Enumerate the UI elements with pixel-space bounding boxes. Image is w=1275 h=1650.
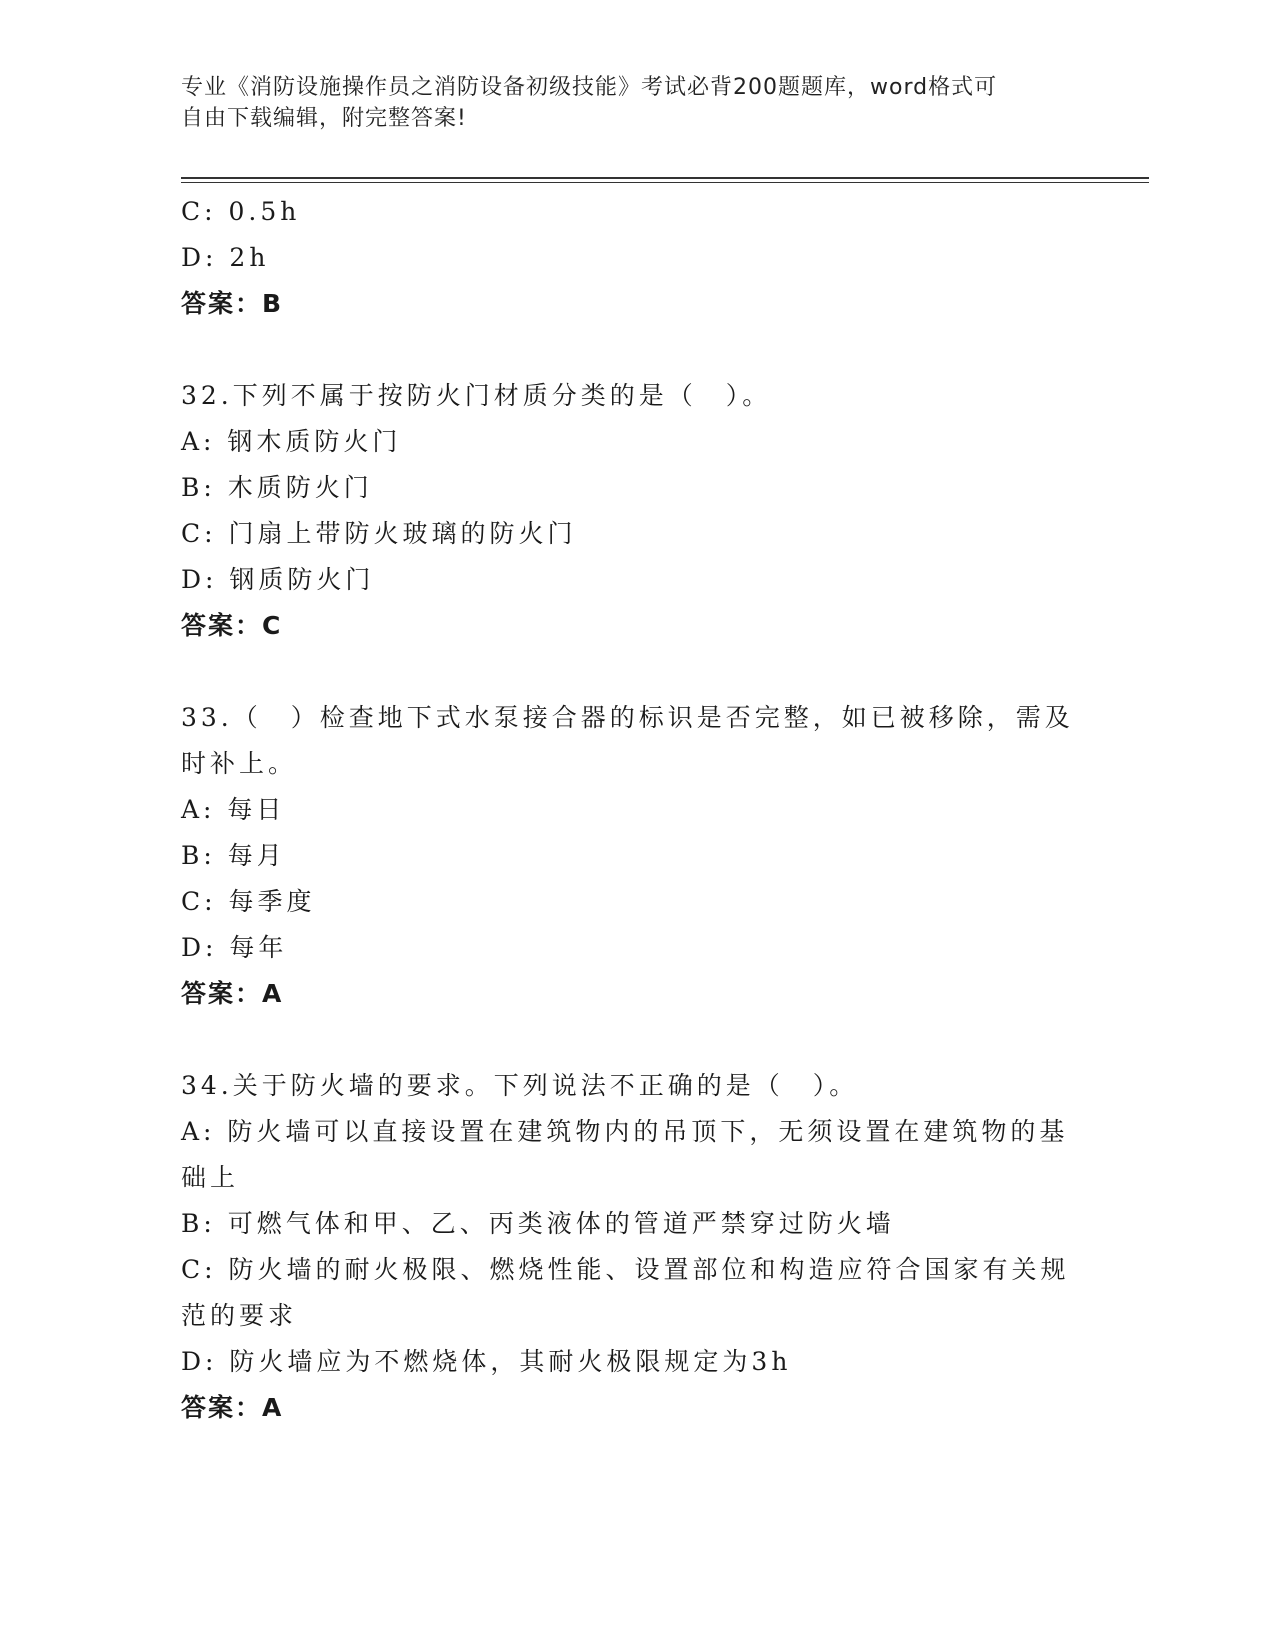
option-d: D: 钢质防火门 [181,565,375,594]
option-c: C: 门扇上带防火玻璃的防火门 [181,519,577,548]
question-stem: 34.关于防火墙的要求。下列说法不正确的是（ ）。 [181,1071,859,1100]
option-c: C: 0.5h [181,197,301,226]
question-stem-continued: 时补上。 [181,749,298,778]
answer-line: 答案：A [181,1393,284,1422]
header-line-2: 自由下载编辑，附完整答案! [181,106,467,131]
option-a: A: 每日 [181,795,286,824]
option-a: A: 钢木质防火门 [181,427,402,456]
option-b: B: 木质防火门 [181,473,373,502]
question-content [181,189,1081,1431]
spacer [181,649,1081,695]
spacer [181,327,1081,373]
document-header [181,72,1061,134]
header-rule-thin [181,182,1149,183]
answer-line: 答案：B [181,289,284,318]
option-b: B: 每月 [181,841,286,870]
answer-line: 答案：C [181,611,283,640]
option-d: D: 防火墙应为不燃烧体，其耐火极限规定为3h [181,1347,792,1376]
previous-question-tail [181,189,1081,327]
option-d: D: 2h [181,243,270,272]
option-c: C: 防火墙的耐火极限、燃烧性能、设置部位和构造应符合国家有关规 [181,1255,1070,1284]
question-stem: 33.（ ）检查地下式水泵接合器的标识是否完整，如已被移除，需及 [181,703,1074,732]
option-b: B: 可燃气体和甲、乙、丙类液体的管道严禁穿过防火墙 [181,1209,895,1238]
question-32 [181,373,1081,649]
option-a: A: 防火墙可以直接设置在建筑物内的吊顶下，无须设置在建筑物的基 [181,1117,1069,1146]
option-d: D: 每年 [181,933,288,962]
question-33 [181,695,1081,1017]
header-line-1: 专业《消防设施操作员之消防设备初级技能》考试必背200题题库，word格式可 [181,75,998,100]
option-a-continued: 础上 [181,1163,240,1192]
option-c-continued: 范的要求 [181,1301,298,1330]
answer-line: 答案：A [181,979,284,1008]
question-stem: 32.下列不属于按防火门材质分类的是（ ）。 [181,381,772,410]
option-c: C: 每季度 [181,887,316,916]
question-34 [181,1063,1081,1431]
spacer [181,1017,1081,1063]
header-rule-thick [181,177,1149,179]
